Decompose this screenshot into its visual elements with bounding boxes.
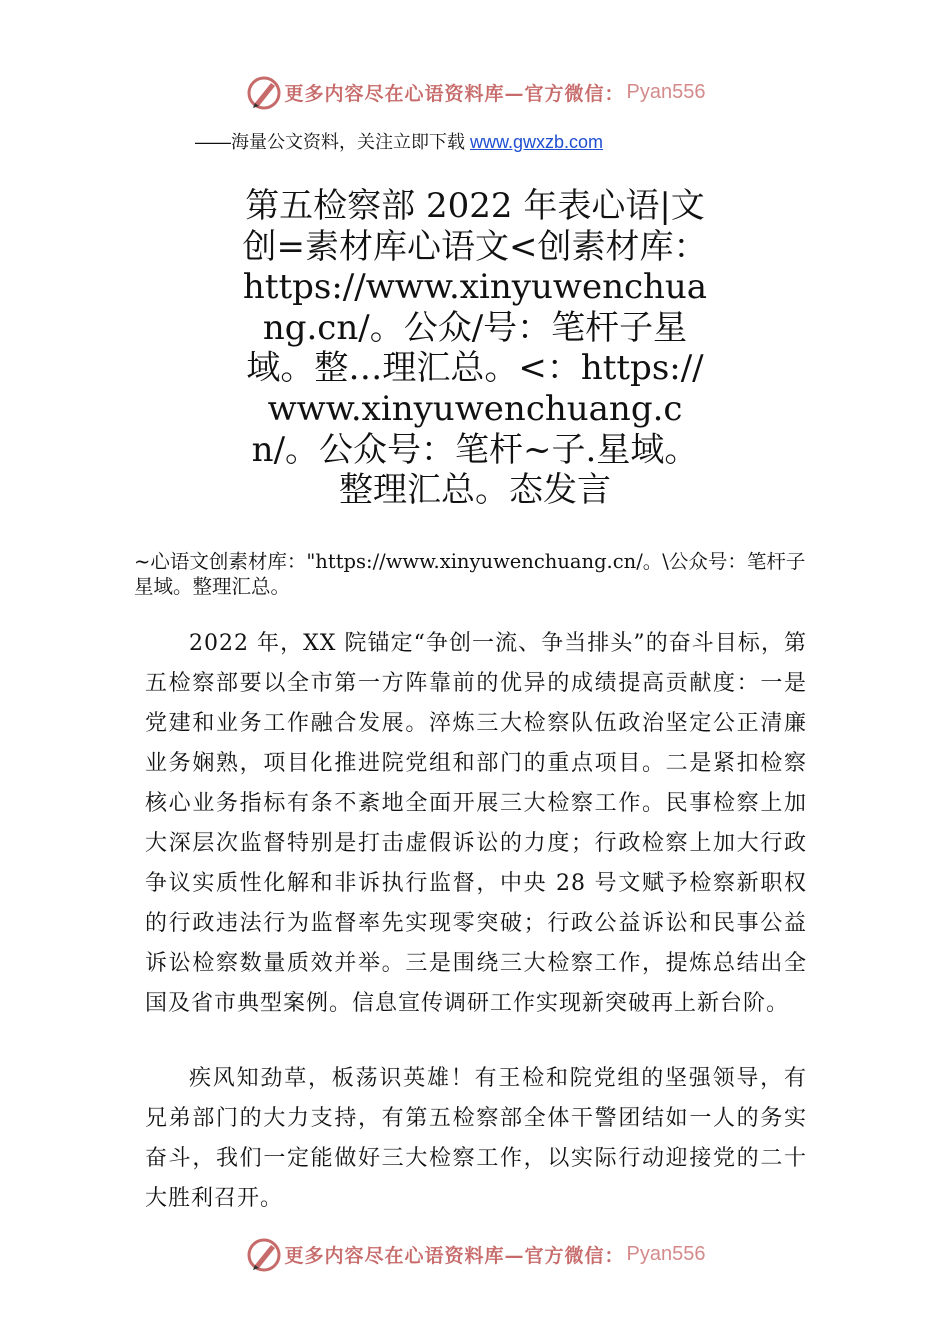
subline — [195, 128, 603, 154]
body-paragraph-1: 2022 年，XX 院锚定“争创一流、争当排头”的奋斗目标，第五检察部要以全市第一方阵靠前的优异的成绩提高贡献度：一是党建和业务工作融合发展。淬炼三大检察队伍政治坚定公正清廉业务娴熟，项目化推进院党组和部门的重点项目。二是紧扣检察核心业务指标有条不紊地全面开展三大检察工作。民事检察上加大深层次监督特别是打击虚假诉讼的力度；行政检察上加大行政争议实质性化解和非诉执行监督，中央 28 号文赋予检察新职权的行政违法行为监督率先实现零突破；行政公益诉讼和民事公益诉讼检察数量质效并举。三是围绕三大检察工作，提炼总结出全国及省市典型案例。信息宣传调研工作实现新突破再上新台阶。 — [145, 631, 807, 1016]
footer-banner-text: 更多内容尽在心语资料库—官方微信： — [284, 1244, 625, 1267]
footer-banner — [0, 1232, 950, 1276]
header-banner — [0, 70, 950, 114]
footer-wechat-id: Pyan556 — [626, 1242, 706, 1265]
banner-text: 更多内容尽在心语资料库—官方微信： — [284, 82, 625, 105]
source-note: ~心语文创素材库："https://www.xinyuwenchuang.cn/。\公众号：笔杆子星域。整理汇总。 — [134, 550, 806, 598]
pen-logo-icon — [245, 73, 283, 111]
download-link[interactable]: www.gwxzb.com — [470, 132, 604, 152]
body-paragraph-2: 疾风知劲草，板荡识英雄！有王检和院党组的坚强领导，有兄弟部门的大力支持，有第五检察部全体干警团结如一人的务实奋斗，我们一定能做好三大检察工作，以实际行动迎接党的二十大胜利召开。 — [145, 1066, 807, 1211]
banner-wechat-id: Pyan556 — [626, 80, 706, 103]
document-title: 第五检察部 2022 年表心语|文创=素材库心语文<创素材库：https://www.xinyuwenchuang.cn/。公众/号：笔杆子星域。整…理汇总。<：https://www.xinyuwenchuang.cn/。公众号：笔杆~子.星域。整理汇总。态发言 — [242, 186, 708, 511]
subline-text: ——海量公文资料，关注立即下载 — [195, 132, 470, 152]
pen-logo-icon — [245, 1235, 283, 1273]
